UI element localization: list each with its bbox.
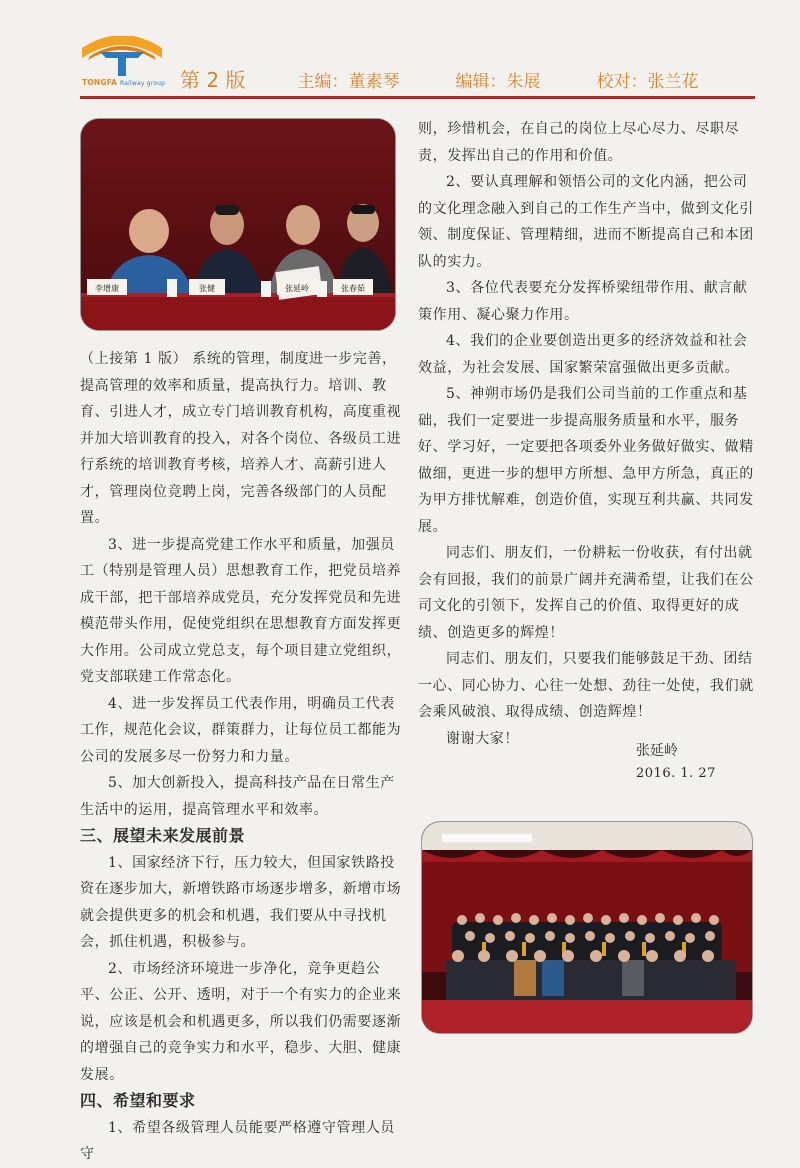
paragraph: 1、希望各级管理人员能要严格遵守管理人员守 [80, 1119, 395, 1162]
header-divider [80, 96, 755, 99]
signature: 张延岭 [636, 743, 678, 759]
paragraph: 2、市场经济环境进一步净化，竞争更趋公平、公正、公开、透明，对于一个有实力的企业来说，应该是机会和机遇更多，所以我们仍需要逐渐的增强自己的竞争实力和水平，稳步、大胆、健康发展。 [80, 960, 402, 1083]
paragraph: 同志们、朋友们，只要我们能够鼓足干劲、团结一心、同心协力、心往一处想、劲往一处使，我们就会乘风破浪、取得成绩、创造辉煌！ [418, 651, 754, 720]
paragraph: 谢谢大家！ [446, 730, 519, 747]
nameplate-2: 张健 [199, 284, 215, 293]
logo-text: TONGFA Railway group [82, 78, 166, 87]
paragraph: 1、国家经济下行，压力较大，但国家铁路投资在逐步加大，新增铁路市场逐步增多，新增市场就会提供更多的机会和机遇，我们要从中寻找机会，抓住机遇，积极参与。 [80, 854, 402, 950]
edition-label: 第 2 版 [180, 68, 246, 92]
paragraph: 则，珍惜机会，在自己的岗位上尽心尽力、尽职尽责，发挥出自己的作用和价值。 [418, 121, 740, 164]
paragraph: 2、要认真理解和领悟公司的文化内涵，把公司的文化理念融入到自己的工作生产当中，做到文化引领、制度保证、管理精细，进而不断提高自己和本团队的实力。 [418, 174, 754, 270]
paragraph: 5、神朔市场仍是我们公司当前的工作重点和基础，我们一定要进一步提高服务质量和水平，服务好、学习好，一定要把各项委外业务做好做实、做精做细，更进一步的想甲方所想、急甲方所急，真正的为甲方排忧解难，创造价值，实现互利共赢、共同发展。 [418, 386, 754, 535]
masthead [180, 64, 698, 94]
paragraph: 4、进一步发挥员工代表作用，明确员工代表工作，规范化会议，群策群力，让每位员工都能为公司的发展多尽一份努力和力量。 [80, 695, 402, 765]
left-column [80, 346, 406, 1168]
group-photo [422, 822, 752, 1033]
paragraph: 3、各位代表要充分发挥桥梁纽带作用、献言献策作用、凝心聚力作用。 [418, 280, 748, 323]
date: 2016. 1. 27 [636, 766, 716, 781]
proofreader: 校对：张兰花 [596, 72, 699, 92]
paragraph: 5、加大创新投入，提高科技产品在日常生产生活中的运用，提高管理水平和效率。 [80, 775, 395, 818]
paragraph: 3、进一步提高党建工作水平和质量，加强员工（特别是管理人员）思想教育工作，把党员培养成干部，把干部培养成党员，充分发挥党员和先进模范带头作用，促使党组织在思想教育方面发挥更大作用。公司成立党总支，每个项目建立党组织，党支部联建工作常态化。 [80, 536, 402, 685]
nameplate-3: 张延岭 [285, 284, 309, 293]
logo-emblem-icon [78, 36, 166, 76]
nameplate-4: 张春茹 [341, 284, 365, 293]
nameplate-1: 李增康 [95, 284, 119, 293]
section-heading: 四、希望和要求 [80, 1091, 196, 1110]
editor: 编辑：朱展 [455, 72, 541, 92]
right-column [418, 116, 754, 752]
meeting-photo [81, 119, 395, 330]
paragraph: （上接第 1 版） 系统的管理，制度进一步完善，提高管理的效率和质量，提高执行力。培训、教育、引进人才，成立专门培训教育机构，高度重视并加大培训教育的投入，对各个岗位、各级员工进行系统的培训教育考核，培养人才、高薪引进人才，管理岗位竞聘上岗，完善各级部门的人员配置。 [80, 351, 402, 526]
editor-in-chief: 主编：董素琴 [297, 72, 400, 92]
company-logo [78, 36, 166, 92]
section-heading: 三、展望未来发展前景 [80, 826, 246, 845]
paragraph: 4、我们的企业要创造出更多的经济效益和社会效益，为社会发展、国家繁荣富强做出更多贡献。 [418, 333, 748, 376]
paragraph: 同志们、朋友们，一份耕耘一份收获，有付出就会有回报，我们的前景广阔并充满希望，让我们在公司文化的引领下，发挥自己的价值、取得更好的成绩、创造更多的辉煌！ [418, 545, 754, 641]
